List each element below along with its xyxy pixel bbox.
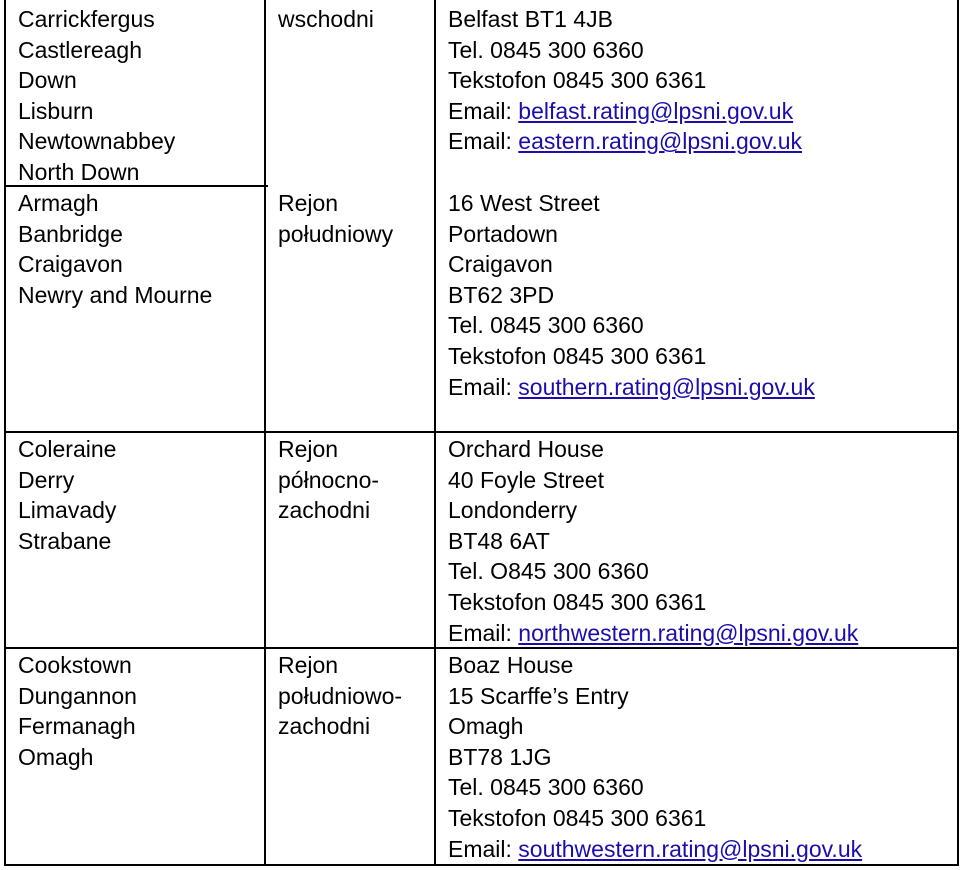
address-line: Portadown	[448, 220, 558, 247]
address-line: Tel. O845 300 6360	[448, 558, 649, 585]
table-row-divider-2	[4, 431, 959, 433]
address-line: 40 Foyle Street	[448, 466, 604, 493]
row-1-region	[278, 4, 374, 35]
row-3-region	[278, 434, 379, 526]
row-2-region	[278, 188, 393, 249]
row-2-address	[448, 188, 815, 402]
area-name: Newry and Mourne	[18, 281, 213, 308]
email-label: Email:	[448, 373, 519, 400]
area-name: Dungannon	[18, 682, 137, 709]
table-border-left	[4, 0, 6, 866]
region-name: zachodni	[278, 497, 371, 524]
address-line: Tel. 0845 300 6360	[448, 774, 644, 801]
row-3-address	[448, 434, 858, 648]
row-3-areas	[18, 434, 116, 556]
email-line	[448, 126, 802, 157]
region-name: Rejon	[278, 652, 339, 678]
address-line: Boaz House	[448, 652, 574, 678]
row-2-areas	[18, 188, 212, 310]
address-line: BT48 6AT	[448, 527, 550, 554]
address-line: BT78 1JG	[448, 743, 552, 770]
address-line: Tekstofon 0845 300 6361	[448, 588, 707, 615]
address-line: Craigavon	[448, 251, 553, 278]
area-name: Craigavon	[18, 251, 123, 278]
address-line: Omagh	[448, 713, 524, 740]
region-name: północno-	[278, 466, 380, 493]
email-label: Email:	[448, 97, 519, 124]
area-name: Lisburn	[18, 97, 94, 124]
area-name: Fermanagh	[18, 713, 136, 740]
address-line: 15 Scarffe’s Entry	[448, 682, 629, 709]
email-link[interactable]: eastern.rating@lpsni.gov.uk	[518, 128, 803, 155]
address-line: Londonderry	[448, 497, 578, 524]
area-name: Armagh	[18, 190, 99, 216]
email-link[interactable]: southwestern.rating@lpsni.gov.uk	[518, 835, 863, 862]
email-label: Email:	[448, 835, 519, 862]
address-line: Tekstofon 0845 300 6361	[448, 342, 707, 369]
row-4-region	[278, 650, 402, 742]
region-name: południowy	[278, 220, 394, 247]
region-name: zachodni	[278, 713, 371, 740]
email-label: Email:	[448, 619, 519, 646]
email-line	[448, 618, 858, 649]
area-name: Strabane	[18, 527, 112, 554]
area-name: Derry	[18, 466, 75, 493]
email-link[interactable]: belfast.rating@lpsni.gov.uk	[518, 97, 794, 124]
address-line: BT62 3PD	[448, 281, 555, 308]
table-border-bottom	[4, 864, 959, 866]
area-name: North Down	[18, 158, 140, 185]
email-line	[448, 372, 815, 403]
area-name: Omagh	[18, 743, 94, 770]
table-border-right	[957, 0, 959, 866]
area-name: Banbridge	[18, 220, 123, 247]
area-name: Cookstown	[18, 652, 132, 678]
area-name: Limavady	[18, 497, 117, 524]
table-column-divider-2	[434, 0, 436, 866]
email-link[interactable]: southern.rating@lpsni.gov.uk	[518, 373, 815, 400]
row-4-address	[448, 650, 862, 864]
area-name: Castlereagh	[18, 36, 143, 63]
address-line: Tekstofon 0845 300 6361	[448, 67, 707, 94]
email-link[interactable]: northwestern.rating@lpsni.gov.uk	[518, 619, 859, 646]
address-line: Tel. 0845 300 6360	[448, 312, 644, 339]
region-name: Rejon	[278, 190, 339, 216]
region-name: wschodni	[278, 6, 374, 32]
email-line	[448, 96, 802, 127]
address-line: Tel. 0845 300 6360	[448, 36, 644, 63]
address-line: Tekstofon 0845 300 6361	[448, 804, 707, 831]
row-1-address	[448, 4, 802, 157]
area-name: Down	[18, 67, 77, 94]
row-1-areas	[18, 4, 175, 188]
area-name: Newtownabbey	[18, 128, 176, 155]
region-name: Rejon	[278, 436, 339, 462]
region-name: południowo-	[278, 682, 403, 709]
email-line	[448, 834, 862, 865]
area-name: Carrickfergus	[18, 6, 155, 32]
row-4-areas	[18, 650, 137, 772]
area-name: Coleraine	[18, 436, 117, 462]
address-line: 16 West Street	[448, 190, 600, 216]
address-line: Orchard House	[448, 436, 604, 462]
email-label: Email:	[448, 128, 519, 155]
table-column-divider-1	[264, 0, 266, 866]
address-line: Belfast BT1 4JB	[448, 6, 613, 32]
